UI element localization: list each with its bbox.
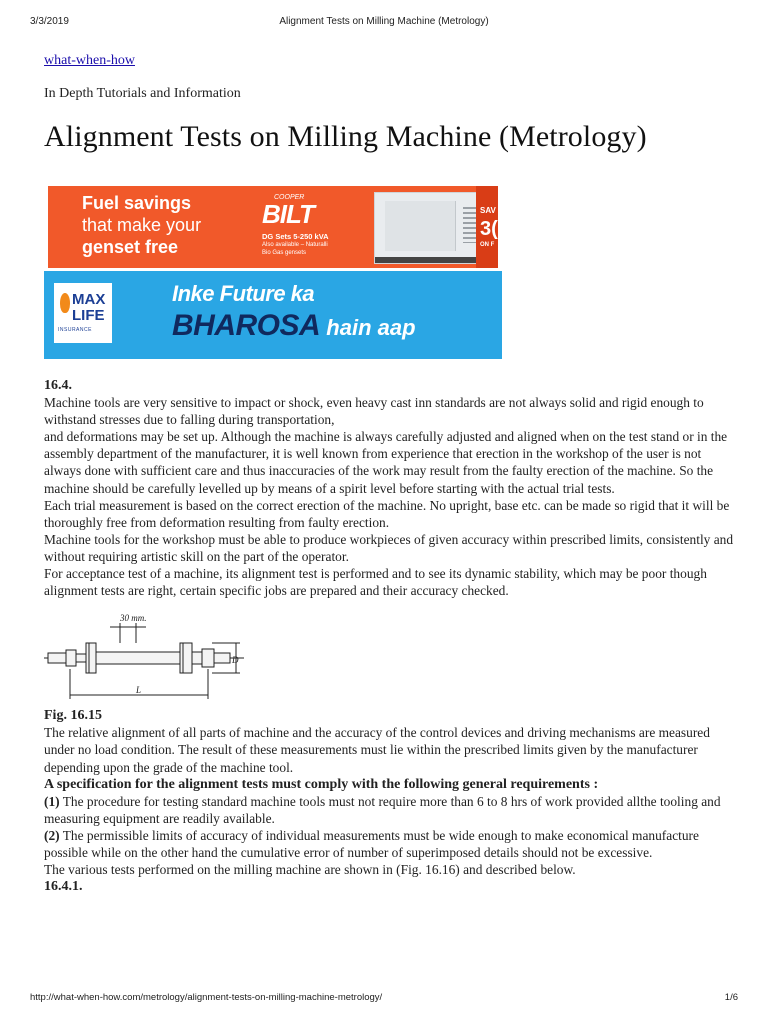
test-mandrel-drawing <box>44 603 254 705</box>
paragraph: and deformations may be set up. Although the machine is always carefully adjusted and aligned when on the test stand or in the assembly department of the manufacturer, it is well known from experience that erection in the workshop of the user is not always done with sufficient care and thus inaccuracies of the work may result from the faulty erection of the machine. So the machine should be carefully levelled up by means of a spirit level before starting with the actual trial tests. <box>44 429 728 496</box>
print-title: Alignment Tests on Milling Machine (Metrology) <box>279 16 489 27</box>
paragraph: For acceptance test of a machine, its alignment test is performed and to see its dynamic stability, which may be poor though alignment tests are right, certain specific jobs are prepared and their accuracy checked. <box>44 566 707 599</box>
dimension-l-label: L <box>136 685 142 696</box>
flame-icon <box>60 293 70 313</box>
figure-caption: Fig. 16.15 <box>44 708 102 724</box>
insurance-ad-line2 <box>172 309 416 343</box>
insurance-ad-line1: Inke Future ka <box>172 281 315 306</box>
cooper-bilt-logo <box>262 194 329 257</box>
insurance-ad-banner[interactable] <box>44 271 730 359</box>
genset-ad-line3: genset free <box>82 237 179 257</box>
insurance-ad-headline <box>172 281 416 343</box>
insurance-ad-blank-area <box>502 271 730 359</box>
paragraph: The relative alignment of all parts of machine and the accuracy of the control devices and driving mechanisms are measured under no load condition. The result of these measurements must lie within the prescribed limits given by the manufacturer depending upon the grade of the machine tool. <box>44 725 710 775</box>
requirement-2 <box>44 827 734 861</box>
spec-heading: A specification for the alignment tests must comply with the following general requirements : <box>44 776 599 792</box>
test-mandrel-figure <box>44 603 734 705</box>
genset-spec: DG Sets 5-250 kVA <box>262 232 329 241</box>
article-body <box>44 377 734 895</box>
max-logo-text: MAX <box>72 291 106 308</box>
paragraph: Machine tools are very sensitive to impact or shock, even heavy cast inn standards are not always solid and rigid enough to withstand stresses due to falling during transportation, <box>44 395 704 428</box>
max-life-logo <box>54 283 112 343</box>
insurance-logo-text: INSURANCE <box>58 327 92 333</box>
genset-panel <box>385 201 456 251</box>
insurance-ad-bharosa: BHAROSA <box>172 309 321 342</box>
requirement-2-number: (2) <box>44 827 60 843</box>
paragraph: The various tests performed on the milling machine are shown in (Fig. 16.16) and described below. <box>44 862 576 878</box>
print-header <box>30 16 738 30</box>
cooper-logo-text: COOPER <box>274 194 305 201</box>
subsection-heading: 16.4.1. <box>44 879 83 895</box>
page-number: 1/6 <box>724 992 738 1003</box>
genset-ad-headline <box>82 192 201 258</box>
savings-badge-bottom: ON F <box>480 242 495 248</box>
genset-ad-line1: Fuel savings <box>82 193 192 213</box>
genset-ad-banner[interactable] <box>48 186 498 268</box>
dimension-d-label: D <box>232 655 239 666</box>
savings-badge-top: SAV <box>480 206 496 215</box>
bilt-logo-text: BILT <box>262 199 314 229</box>
page-title: Alignment Tests on Milling Machine (Metrology) <box>44 120 647 153</box>
print-url: http://what-when-how.com/metrology/alignment-tests-on-milling-machine-metrology/ <box>30 992 383 1003</box>
insurance-ad-hain-aap: hain aap <box>320 315 416 340</box>
paragraph: Machine tools for the workshop must be able to produce workpieces of given accuracy within prescribed limits, consistently and without requiring artistic skill on the part of the operator. <box>44 531 734 564</box>
requirement-1-text: The procedure for testing standard machine tools must not require more than 6 to 8 hrs of work provided allthe tooling and measuring equipment are readily available. <box>44 793 721 826</box>
genset-ad-line2: that make your <box>82 215 202 235</box>
savings-badge-number: 3( <box>480 218 498 240</box>
section-heading: 16.4. <box>44 378 72 393</box>
site-tagline: In Depth Tutorials and Information <box>44 86 241 101</box>
genset-spec-note-2: Bio Gas gensets <box>262 250 307 256</box>
requirement-2-text: The permissible limits of accuracy of individual measurements must be wide enough to make economical manufacture possible while on the other hand the cumulative error of number of superimposed details should not be excessive. <box>44 827 699 860</box>
print-date: 3/3/2019 <box>30 16 69 27</box>
requirement-1-number: (1) <box>44 793 60 809</box>
life-logo-text: LIFE <box>72 307 105 324</box>
print-footer <box>30 992 738 1006</box>
requirement-1 <box>44 793 734 827</box>
genset-spec-note-1: Also available – Naturalli <box>262 242 328 248</box>
dimension-30mm-label: 30 mm. <box>120 613 147 624</box>
site-home-link[interactable]: what-when-how <box>44 53 135 68</box>
savings-badge <box>476 186 498 268</box>
paragraph: Each trial measurement is based on the correct erection of the machine. No upright, base etc. can be made so rigid that it will be thoroughly free from deformation resulting from faulty erection. <box>44 497 730 530</box>
